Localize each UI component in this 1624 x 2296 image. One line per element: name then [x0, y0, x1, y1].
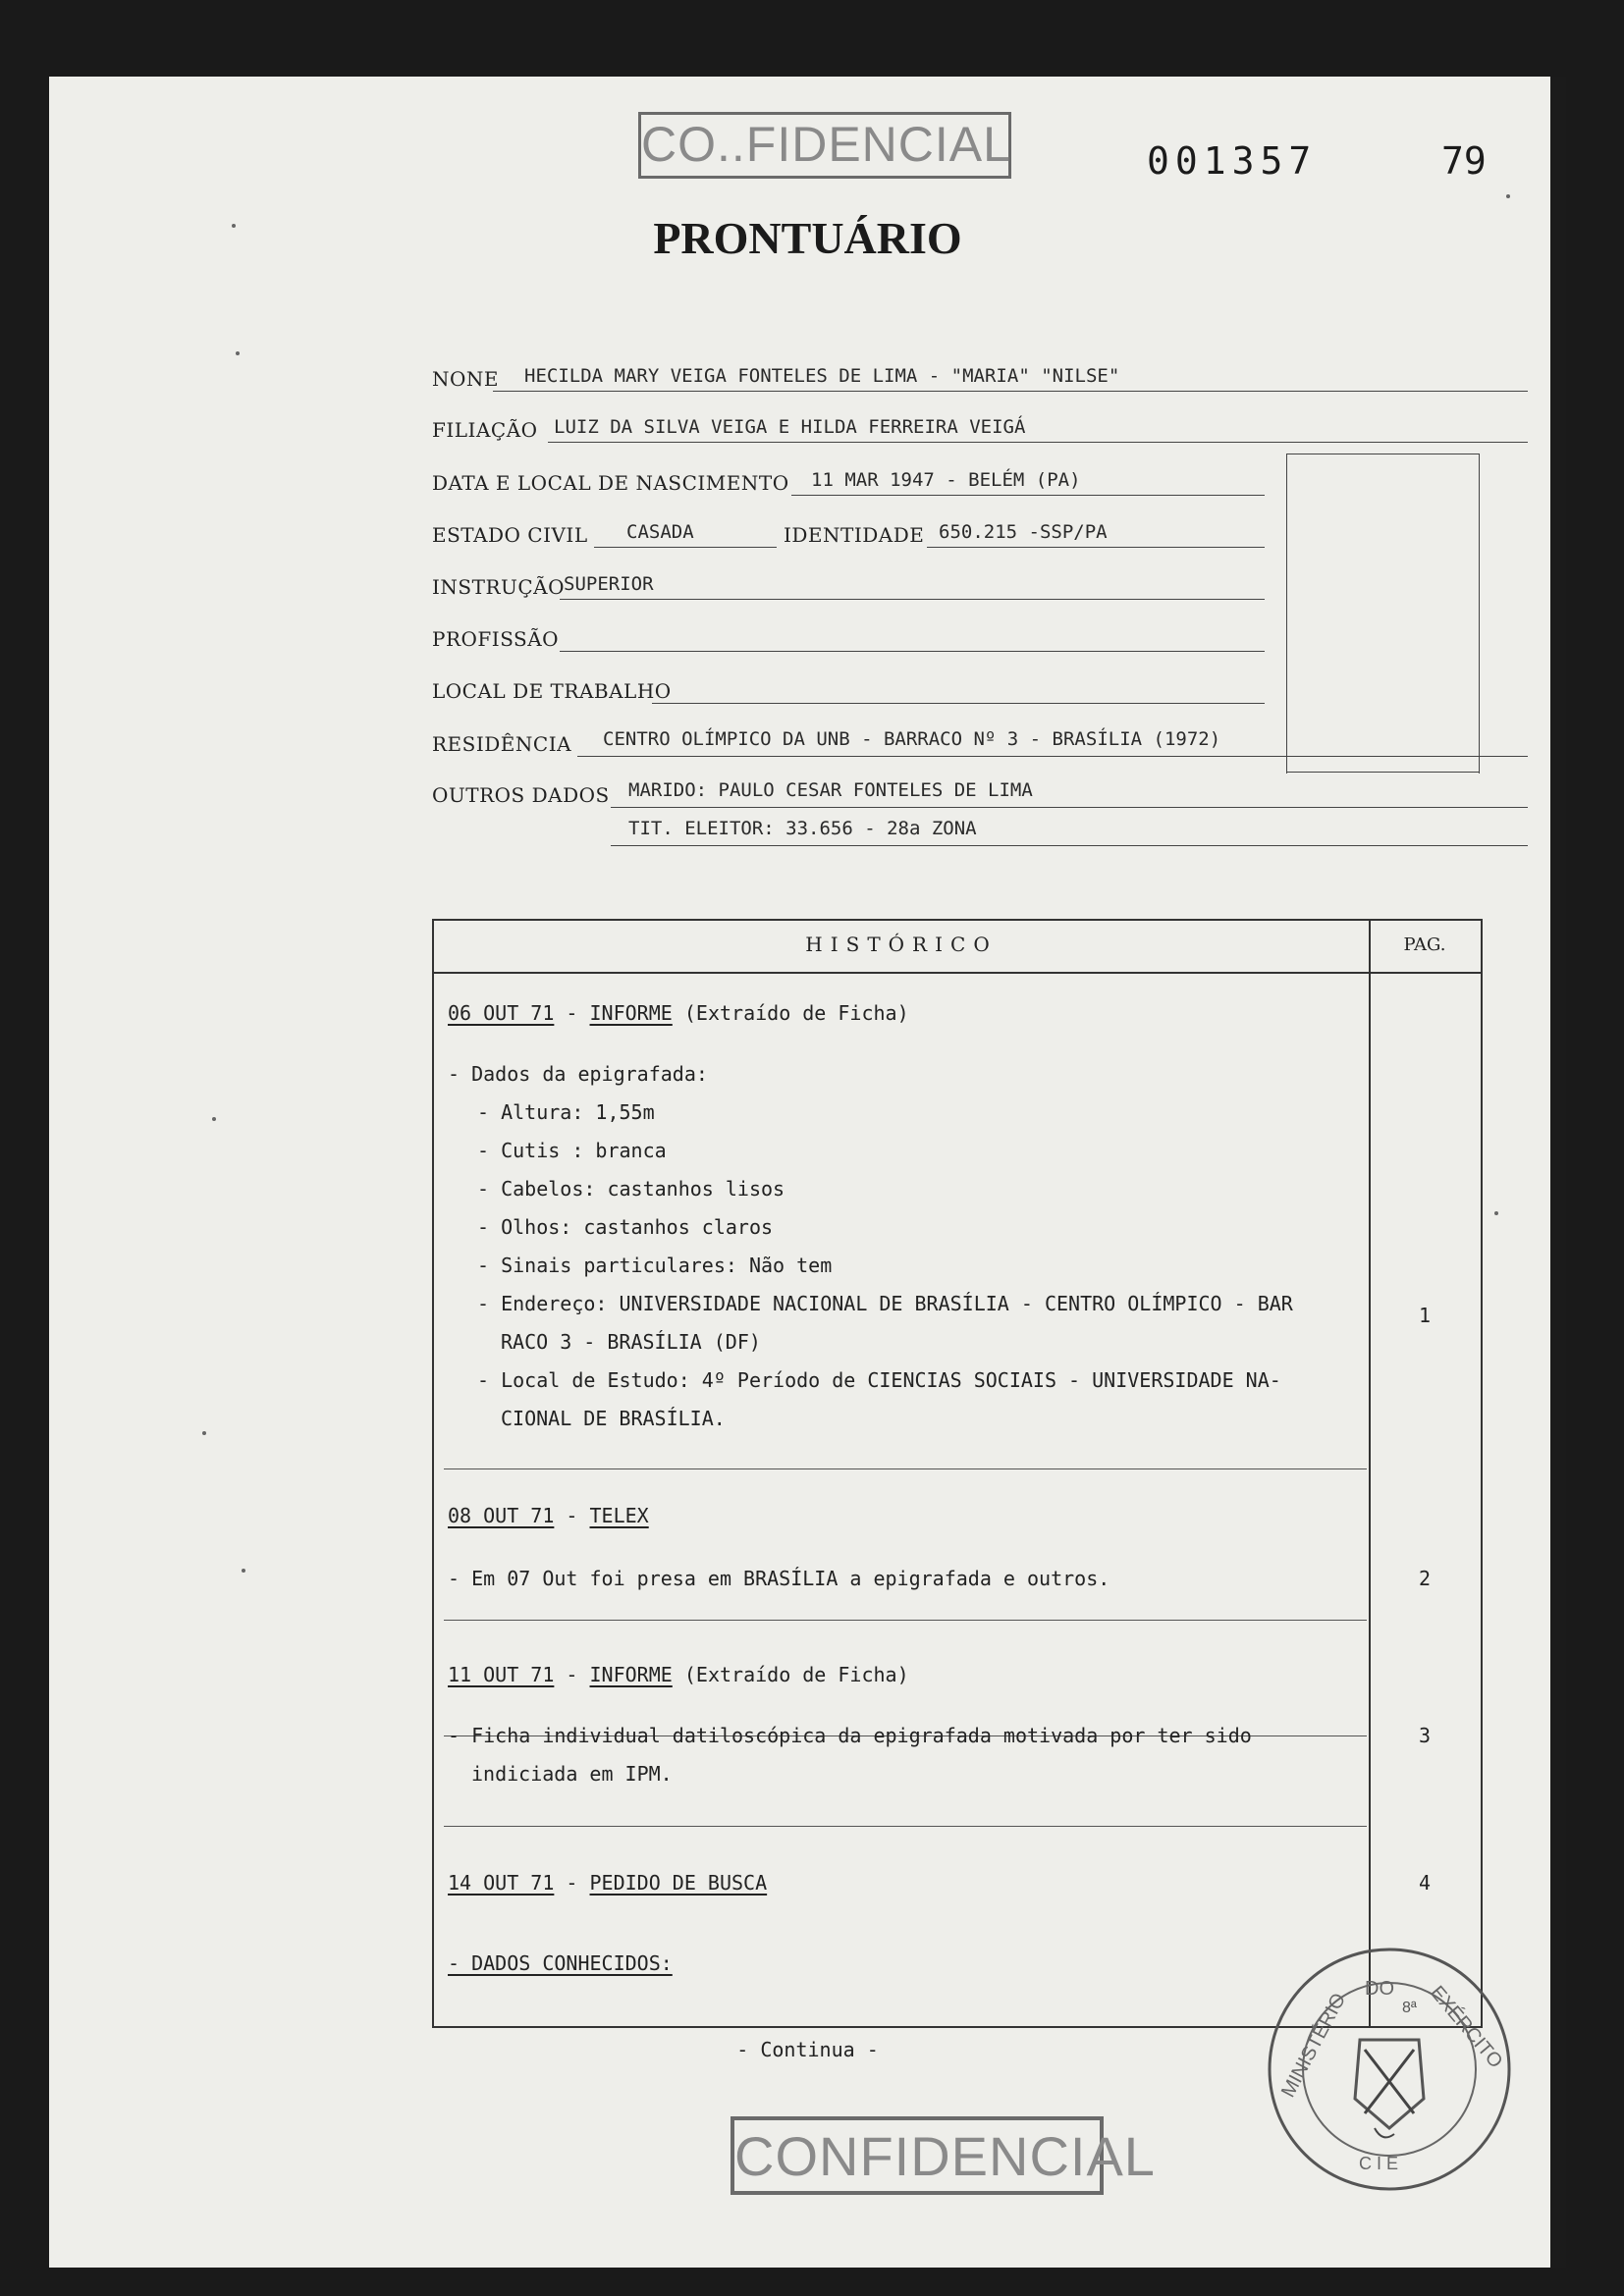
document-number: 001357: [1147, 139, 1318, 183]
identidade-label: IDENTIDADE: [784, 523, 925, 547]
entry-line: indiciada em IPM.: [471, 1762, 673, 1786]
continua-label: - Continua -: [736, 2038, 879, 2061]
historico-table: [432, 919, 1483, 2028]
historico-title: HISTÓRICO: [805, 933, 998, 956]
page-number: 79: [1441, 139, 1487, 183]
scan-speck: [1506, 194, 1510, 198]
entry-dash: -: [566, 1663, 578, 1686]
entry-line: - Dados da epigrafada:: [448, 1062, 708, 1086]
entry-line: - Cabelos: castanhos lisos: [477, 1177, 785, 1201]
entry-line: - Endereço: UNIVERSIDADE NACIONAL DE BRASÍLIA - CENTRO OLÍMPICO - BAR: [477, 1292, 1293, 1315]
entry-line: - Cutis : branca: [477, 1139, 667, 1162]
entry-line: - Sinais particulares: Não tem: [477, 1254, 833, 1277]
entry-line: CIONAL DE BRASÍLIA.: [501, 1407, 726, 1430]
scan-edge: [1550, 77, 1566, 2268]
nascimento-value: 11 MAR 1947 - BELÉM (PA): [811, 469, 1081, 491]
box-left-edge: [1286, 454, 1287, 774]
box-right-edge: [1479, 454, 1480, 774]
seal-text-exercito: EXÉRCITO: [1426, 1982, 1507, 2073]
entry-date: 11 OUT 71: [448, 1663, 555, 1686]
ministerio-exercito-seal-icon: [1257, 1942, 1522, 2197]
box-bottom-edge: [1286, 772, 1479, 773]
outros-dados-value-1: MARIDO: PAULO CESAR FONTELES DE LIMA: [628, 779, 1033, 801]
entry-type: PEDIDO DE BUSCA: [589, 1871, 768, 1895]
estado-civil-underline: [594, 547, 777, 548]
scan-speck: [236, 351, 240, 355]
profissao-label: PROFISSÃO: [432, 627, 560, 651]
outros-dados-underline-2: [611, 845, 1528, 846]
page-title: PRONTUÁRIO: [653, 213, 962, 263]
entry-heading: [448, 1504, 649, 1527]
nome-underline: [493, 391, 1528, 392]
entry-type: INFORME: [589, 1663, 673, 1686]
entry-note: (Extraído de Ficha): [683, 1663, 909, 1686]
identidade-underline: [927, 547, 1265, 548]
entry-heading: [448, 1871, 767, 1895]
identidade-value: 650.215 -SSP/PA: [939, 521, 1108, 543]
document-page: [49, 77, 1566, 2268]
instrucao-underline: [560, 599, 1265, 600]
pag-column-header: PAG.: [1403, 934, 1446, 955]
local-trabalho-underline: [652, 703, 1265, 704]
entry-dash: -: [566, 1504, 578, 1527]
nascimento-underline: [791, 495, 1265, 496]
entry-dash: -: [566, 1001, 578, 1025]
confidencial-stamp-bottom: CONFIDENCIAL: [731, 2116, 1104, 2195]
profissao-underline: [560, 651, 1265, 652]
outros-dados-underline-1: [611, 807, 1528, 808]
nome-label: NONE: [432, 367, 499, 391]
nome-value: HECILDA MARY VEIGA FONTELES DE LIMA - "MARIA" "NILSE": [524, 365, 1120, 387]
entry-date: 08 OUT 71: [448, 1504, 555, 1527]
header-divider: [434, 972, 1481, 974]
instrucao-label: INSTRUÇÃO: [432, 575, 565, 599]
entry-line: - Ficha individual datiloscópica da epigrafada motivada por ter sido: [448, 1724, 1252, 1747]
filiacao-value: LUIZ DA SILVA VEIGA E HILDA FERREIRA VEIGÁ: [554, 416, 1026, 438]
residencia-value: CENTRO OLÍMPICO DA UNB - BARRACO Nº 3 - BRASÍLIA (1972): [603, 728, 1221, 750]
outros-dados-label: OUTROS DADOS: [432, 783, 610, 807]
entry-page: 4: [1418, 1871, 1432, 1895]
filiacao-label: FILIAÇÃO: [432, 418, 538, 442]
seal-text-do: DO: [1365, 1978, 1394, 2000]
entry-page: 2: [1418, 1567, 1432, 1590]
entry-note: (Extraído de Ficha): [683, 1001, 909, 1025]
seal-text-8a: 8ª: [1402, 2000, 1417, 2016]
entry-heading: [448, 1001, 909, 1025]
entry-page: 3: [1418, 1724, 1432, 1747]
entry-type: TELEX: [589, 1504, 649, 1527]
entry-dash: -: [566, 1871, 578, 1895]
seal-text-ministerio: MINISTÉRIO: [1276, 1990, 1351, 2102]
entry-separator: [444, 1468, 1367, 1469]
scan-speck: [242, 1569, 245, 1573]
entry-line: - Em 07 Out foi presa em BRASÍLIA a epigrafada e outros.: [448, 1567, 1110, 1590]
entry-line-text: - DADOS CONHECIDOS:: [448, 1951, 673, 1975]
residencia-label: RESIDÊNCIA: [432, 732, 572, 756]
entry-separator: [444, 1826, 1367, 1827]
entry-line: RACO 3 - BRASÍLIA (DF): [501, 1330, 761, 1354]
entry-date: 14 OUT 71: [448, 1871, 555, 1895]
estado-civil-value: CASADA: [626, 521, 694, 543]
scan-speck: [1494, 1211, 1498, 1215]
confidencial-stamp-top: CO..FIDENCIAL: [638, 112, 1011, 179]
instrucao-value: SUPERIOR: [564, 573, 654, 595]
filiacao-underline: [548, 442, 1528, 443]
entry-separator: [444, 1620, 1367, 1621]
scan-speck: [232, 224, 236, 228]
pag-column-divider: [1369, 921, 1371, 2026]
estado-civil-label: ESTADO CIVIL: [432, 523, 588, 547]
entry-heading: [448, 1663, 909, 1686]
entry-page: 1: [1418, 1304, 1432, 1327]
entry-line: - Olhos: castanhos claros: [477, 1215, 774, 1239]
scan-speck: [202, 1431, 206, 1435]
entry-line: - Local de Estudo: 4º Período de CIENCIAS SOCIAIS - UNIVERSIDADE NA-: [477, 1368, 1281, 1392]
entry-date: 06 OUT 71: [448, 1001, 555, 1025]
nascimento-label: DATA E LOCAL DE NASCIMENTO: [432, 471, 789, 495]
scan-speck: [212, 1117, 216, 1121]
entry-type: INFORME: [589, 1001, 673, 1025]
entry-line: [448, 1951, 673, 1975]
outros-dados-value-2: TIT. ELEITOR: 33.656 - 28a ZONA: [628, 818, 977, 839]
residencia-underline: [577, 756, 1528, 757]
seal-text-cie: C I E: [1359, 2154, 1399, 2173]
entry-line: - Altura: 1,55m: [477, 1100, 655, 1124]
local-trabalho-label: LOCAL DE TRABALHO: [432, 679, 672, 703]
